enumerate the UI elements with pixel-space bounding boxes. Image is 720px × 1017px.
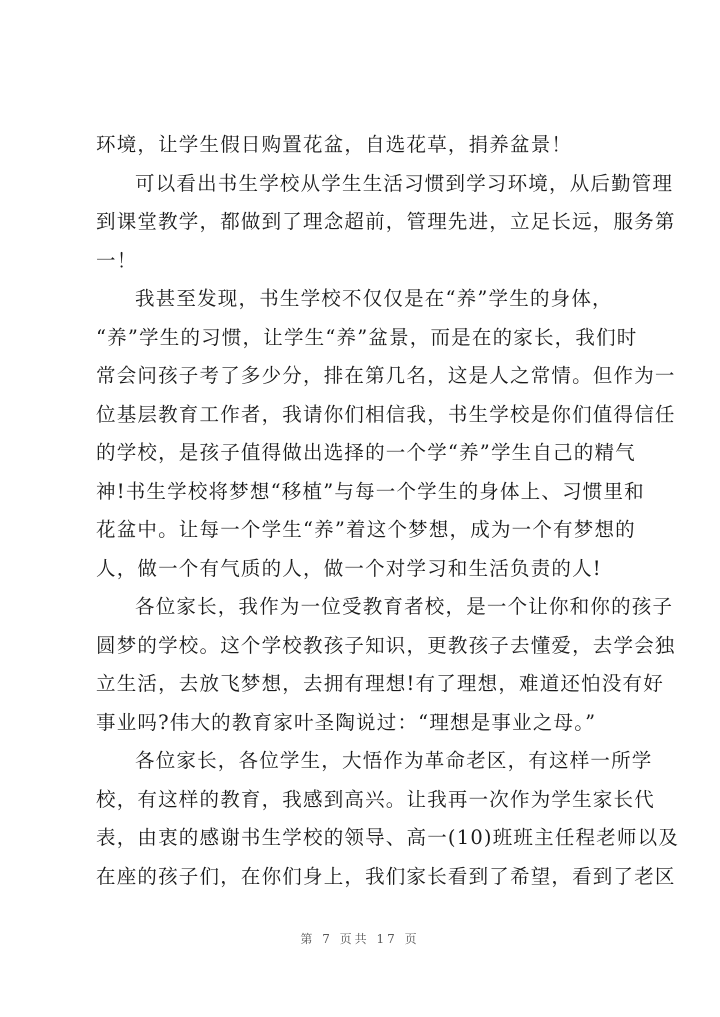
text-line: 我甚至发现，书生学校不仅仅是在“养”学生的身体， [135, 287, 613, 310]
text-line: 到课堂教学，都做到了理念超前，管理先进，立足长远，服务第 [96, 210, 676, 233]
text-line: 一！ [96, 248, 138, 272]
page-footer: 第 7 页共 17 页 [300, 932, 420, 946]
text-line: 可以看出书生学校从学生生活习惯到学习环境，从后勤管理 [135, 171, 674, 195]
text-line: 事业吗?伟大的教育家叶圣陶说过：“理想是事业之母。” [96, 710, 597, 734]
text-line: 人，做一个有气质的人，做一个对学习和生活负责的人! [96, 556, 602, 580]
text-line: 各位家长，各位学生，大悟作为革命老区，有这样一所学 [135, 749, 653, 772]
text-line: 在座的孩子们，在你们身上，我们家长看到了希望，看到了老区 [96, 864, 676, 888]
text-line: 位基层教育工作者，我请你们相信我，书生学校是你们值得信任 [96, 402, 676, 426]
text-line: 立生活，去放飞梦想，去拥有理想!有了理想，难道还怕没有好 [96, 672, 664, 695]
text-line: 的学校，是孩子值得做出选择的一个学“养”学生自己的精气 [96, 441, 636, 464]
text-line: 神!书生学校将梦想“移植”与每一个学生的身体上、习惯里和 [96, 479, 645, 503]
text-line: “养”学生的习惯，让学生“养”盆景，而是在的家长，我们时 [96, 325, 638, 349]
text-line: 各位家长，我作为一位受教育者校，是一个让你和你的孩子 [135, 595, 674, 618]
text-line: 环境，让学生假日购置花盆，自选花草，捐养盆景！ [96, 133, 573, 156]
text-line: 校，有这样的教育，我感到高兴。让我再一次作为学生家长代 [96, 787, 655, 811]
text-line: 花盆中。让每一个学生“养”着这个梦想，成为一个有梦想的 [96, 518, 636, 541]
text-line: 圆梦的学校。这个学校教孩子知识，更教孩子去懂爱，去学会独 [96, 633, 676, 657]
document-body [96, 126, 680, 896]
text-line: 表，由衷的感谢书生学校的领导、高一(10)班班主任程老师以及 [96, 826, 680, 849]
text-line: 常会问孩子考了多少分，排在第几名，这是人之常情。但作为一 [96, 364, 676, 387]
